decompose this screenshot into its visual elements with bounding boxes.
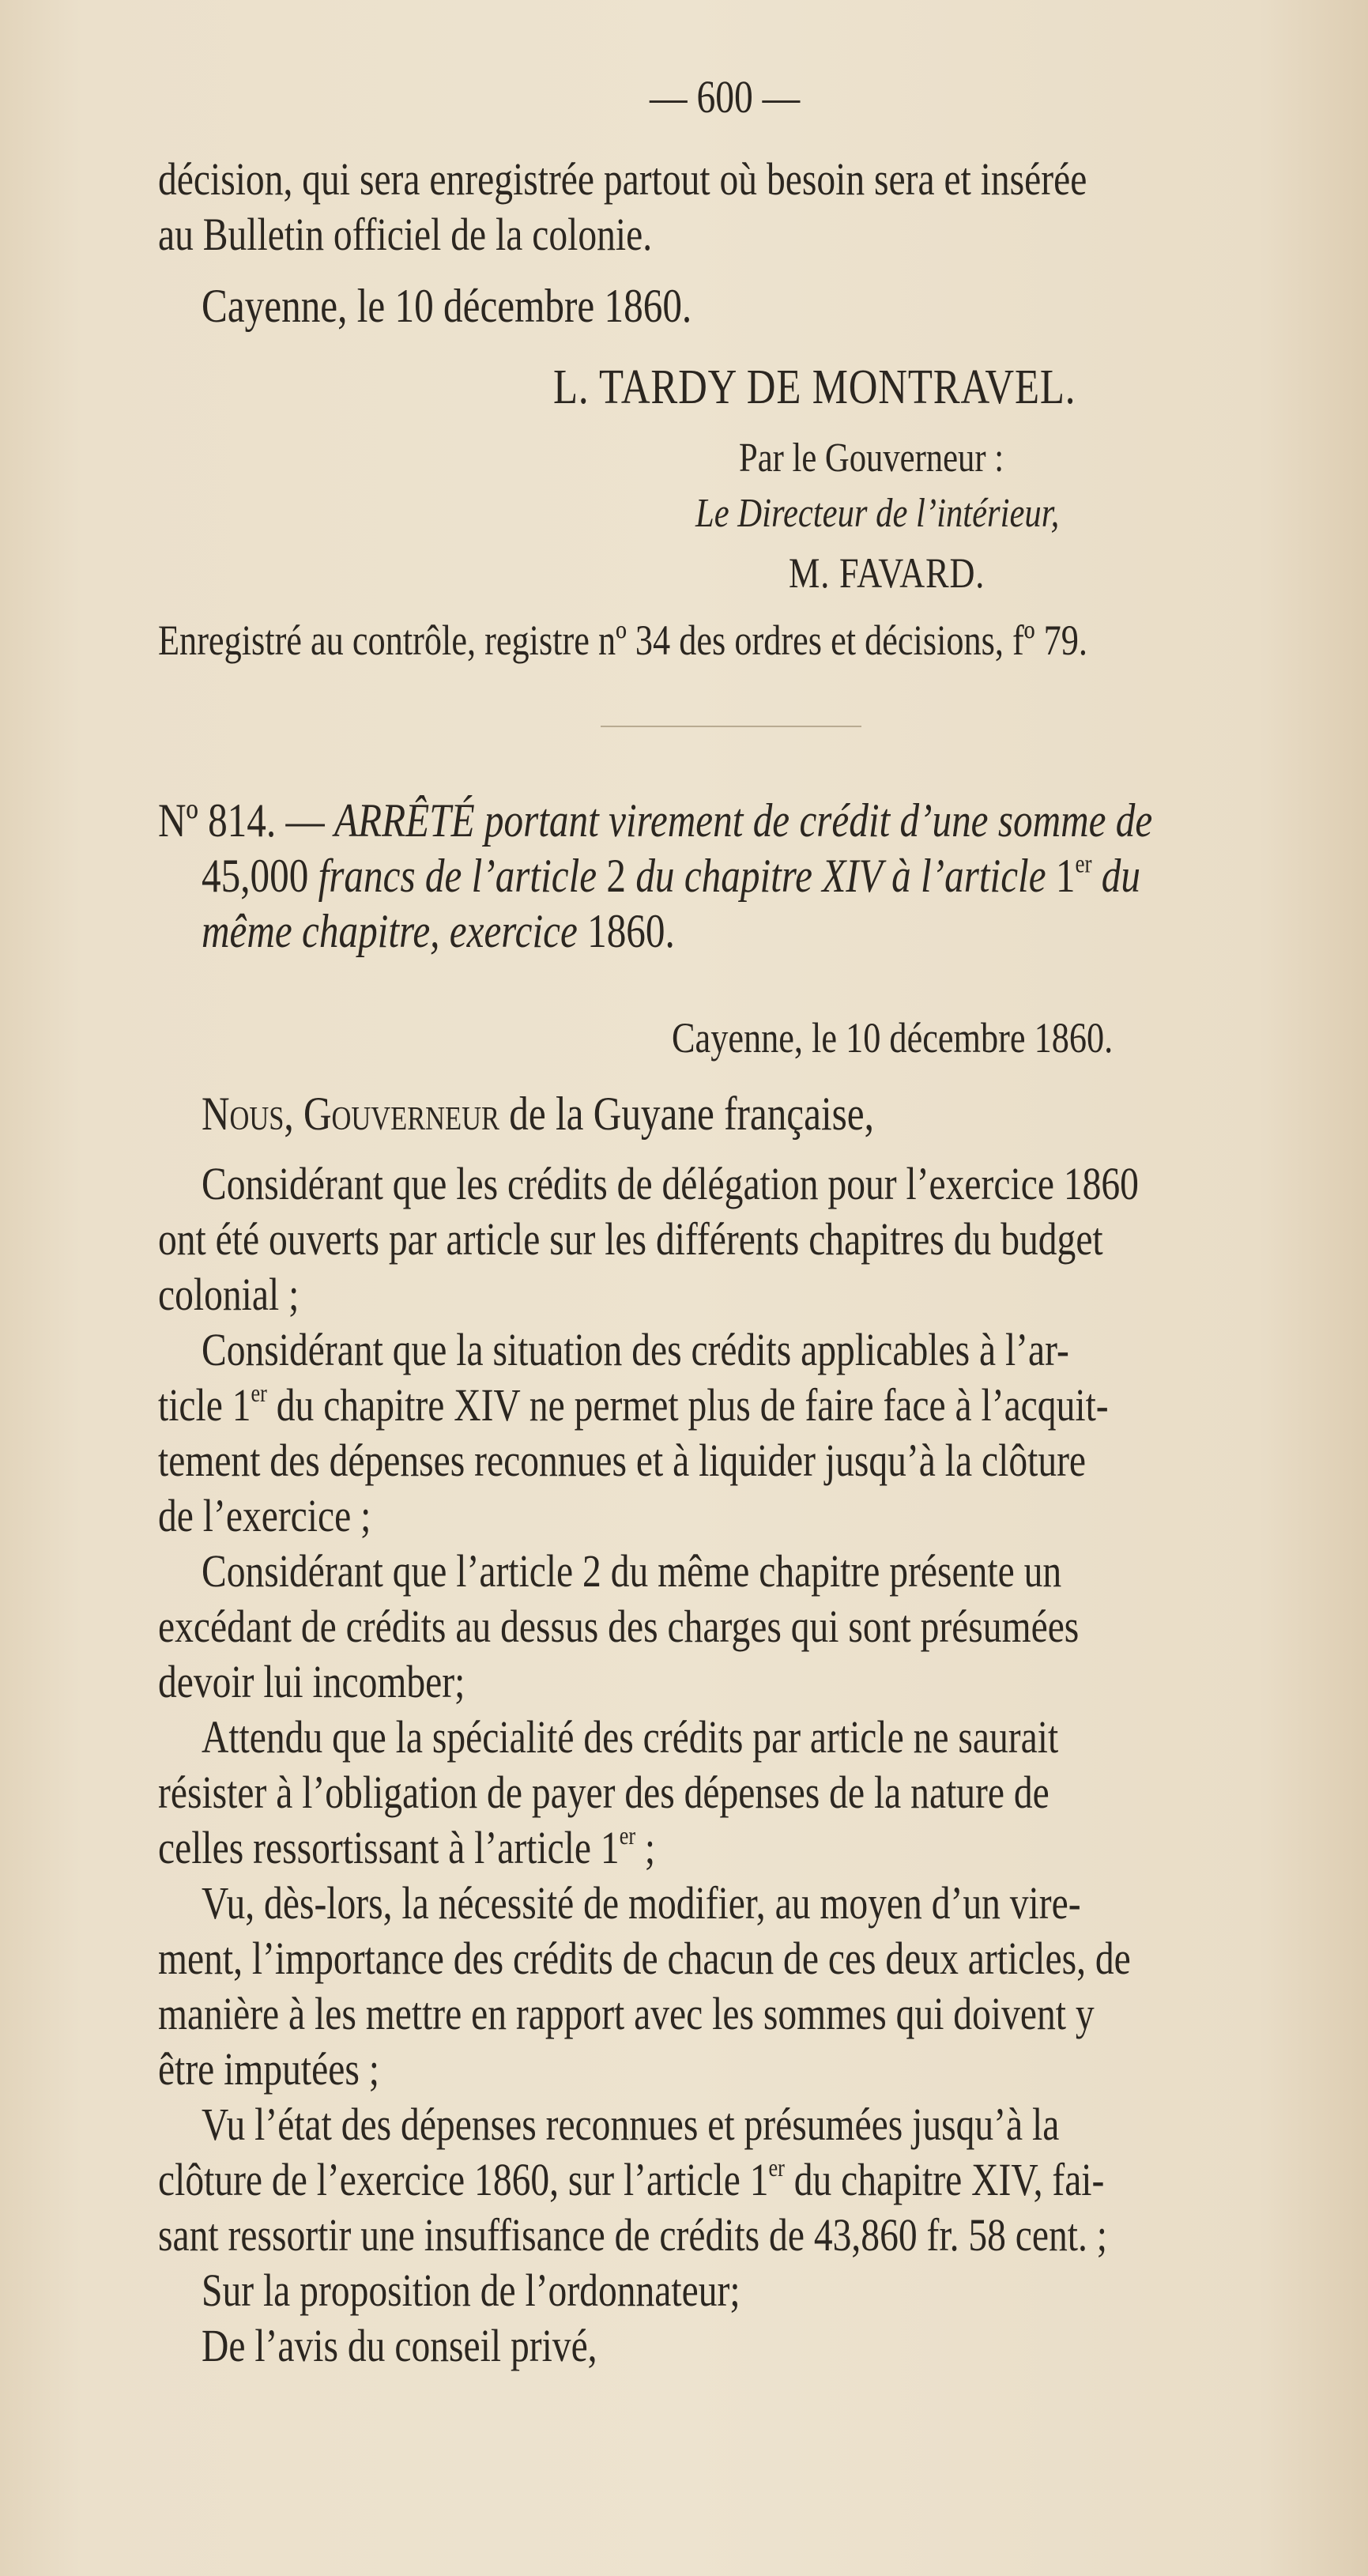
arrete-text: du (1091, 850, 1140, 902)
arrete-year: 1860. (587, 905, 675, 957)
arrete-title-line-1 (158, 793, 1152, 848)
text-line: Considérant que les crédits de délégation pour l’exercice 1860 (202, 1158, 1139, 1209)
text-line: Considérant que la situation des crédits applicables à l’ar- (202, 1324, 1069, 1375)
text-line: ont été ouverts par article sur les différents chapitres du budget (158, 1213, 1103, 1265)
directeur-title: Le Directeur de l’intérieur, (695, 491, 1060, 536)
superscript: er (619, 1822, 636, 1850)
text-segment: du chapitre XIV ne permet plus de faire face à l’acquit- (266, 1379, 1109, 1431)
arrete-article-number: 2 (606, 850, 627, 902)
arrete-title-line-3 (202, 903, 675, 959)
superscript: er (1075, 850, 1092, 879)
text-line: décision, qui sera enregistrée partout où besoin sera et insérée (158, 153, 1087, 205)
superscript: er (768, 2154, 785, 2182)
text-line: manière à les mettre en rapport avec les sommes qui doivent y (158, 1988, 1095, 2039)
signatory: L. TARDY DE MONTRAVEL. (553, 360, 1076, 414)
arrete-text: francs de l’article (308, 850, 607, 902)
par-le-gouverneur: Par le Gouverneur : (739, 436, 1004, 481)
text-segment: ticle 1 (158, 1379, 251, 1431)
registration-note: Enregistré au contrôle, registre nº 34 des ordres et décisions, fº 79. (158, 617, 1087, 664)
text-line: Vu l’état des dépenses reconnues et présumées jusqu’à la (202, 2099, 1060, 2150)
text-line: résister à l’obligation de payer des dépenses de la nature de (158, 1767, 1050, 1818)
arrete-number: Nº 814. — (158, 794, 334, 847)
text-line: Vu, dès-lors, la nécessité de modifier, au moyen d’un vire- (202, 1877, 1081, 1929)
arrete-text: du chapitre XIV à l’article (626, 850, 1056, 902)
nous-rest: de la Guyane française, (499, 1088, 874, 1140)
arrete-text: même chapitre, exercice (202, 905, 588, 957)
arrete-amount: 45,000 (202, 850, 309, 902)
place-date: Cayenne, le 10 décembre 1860. (672, 1014, 1114, 1062)
text-line: De l’avis du conseil privé, (202, 2320, 597, 2371)
nous-line (202, 1086, 874, 1141)
text-segment: celles ressortissant à l’article 1 (158, 1822, 620, 1873)
text-segment: ; (635, 1822, 656, 1873)
nous-gouverneur: Nous, Gouverneur (202, 1088, 499, 1140)
text-line: Attendu que la spécialité des crédits par article ne saurait (202, 1711, 1059, 1763)
text-line (158, 2152, 1104, 2208)
text-segment: clôture de l’exercice 1860, sur l’article 1 (158, 2154, 769, 2205)
text-line: être imputées ; (158, 2043, 379, 2095)
place-date: Cayenne, le 10 décembre 1860. (202, 280, 692, 332)
text-line: devoir lui incomber; (158, 1656, 465, 1707)
text-line: sant ressortir une insuffisance de crédits de 43,860 fr. 58 cent. ; (158, 2209, 1108, 2261)
text-line: Considérant que l’article 2 du même chapitre présente un (202, 1545, 1062, 1597)
text-line (158, 1378, 1109, 1433)
text-line: au Bulletin officiel de la colonie. (158, 209, 653, 260)
text-line: Sur la proposition de l’ordonnateur; (202, 2265, 741, 2316)
text-line: de l’exercice ; (158, 1490, 371, 1541)
arrete-article-number: 1 (1055, 850, 1076, 902)
text-line: excédant de crédits au dessus des charges qui sont présumées (158, 1601, 1080, 1652)
text-segment: du chapitre XIV, fai- (784, 2154, 1105, 2205)
superscript: er (251, 1379, 267, 1408)
arrete-title-line-2 (202, 848, 1140, 903)
arrete-heading: ARRÊTÉ portant virement de crédit d’une somme de (334, 794, 1153, 847)
text-line: tement des dépenses reconnues et à liquider jusqu’à la clôture (158, 1435, 1087, 1486)
favard-signature: M. FAVARD. (789, 549, 985, 597)
page-number: — 600 — (650, 71, 801, 123)
text-line (158, 1820, 655, 1876)
section-divider (601, 726, 861, 727)
text-line: colonial ; (158, 1269, 300, 1320)
text-line: ment, l’importance des crédits de chacun de ces deux articles, de (158, 1933, 1131, 1984)
